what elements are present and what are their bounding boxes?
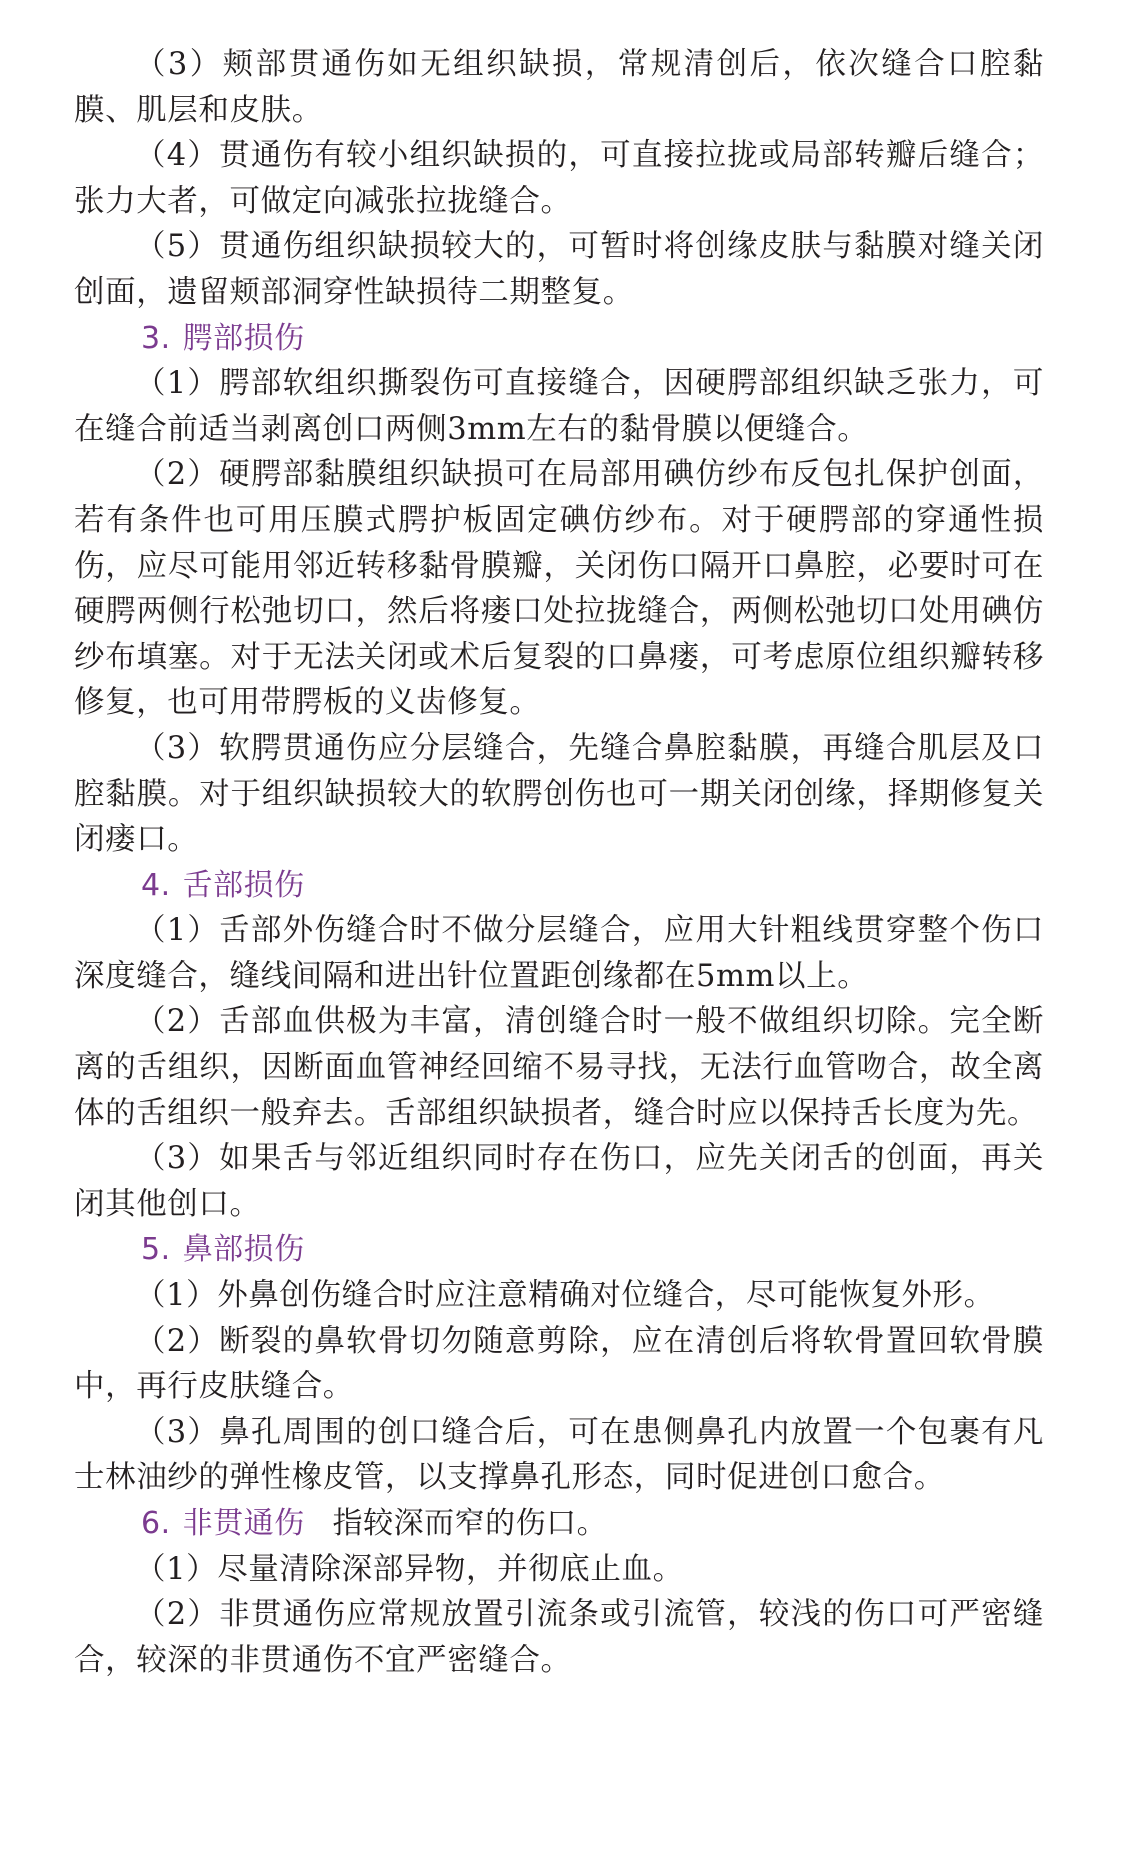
body-paragraph: （1）舌部外伤缝合时不做分层缝合，应用大针粗线贯穿整个伤口深度缝合，缝线间隔和进出针位置距创缘都在5mm以上。 xyxy=(74,913,1044,994)
body-paragraph: （1）腭部软组织撕裂伤可直接缝合，因硬腭部组织缺乏张力，可在缝合前适当剥离创口两侧3mm左右的黏骨膜以便缝合。 xyxy=(74,366,1044,447)
section-heading xyxy=(74,1501,1044,1547)
document-page xyxy=(74,42,1044,1683)
body-paragraph: （3）颊部贯通伤如无组织缺损，常规清创后，依次缝合口腔黏膜、肌层和皮肤。 xyxy=(74,47,1044,128)
section-number: 4. xyxy=(141,867,171,903)
section-title: 腭部损伤 xyxy=(182,320,305,356)
section-number: 5. xyxy=(141,1232,171,1268)
body-paragraph: （3）鼻孔周围的创口缝合后，可在患侧鼻孔内放置一个包裹有凡士林油纱的弹性橡皮管，以支撑鼻孔形态，同时促进创口愈合。 xyxy=(74,1414,1044,1496)
section-heading xyxy=(74,863,1044,909)
body-paragraph: （2）硬腭部黏膜组织缺损可在局部用碘仿纱布反包扎保护创面，若有条件也可用压膜式腭护板固定碘仿纱布。对于硬腭部的穿通性损伤，应尽可能用邻近转移黏骨膜瓣，关闭伤口隔开口鼻腔，必要时可在硬腭两侧行松弛切口，然后将瘘口处拉拢缝合，两侧松弛切口处用碘仿纱布填塞。对于无法关闭或术后复裂的口鼻瘘，可考虑原位组织瓣转移修复，也可用带腭板的义齿修复。 xyxy=(74,457,1044,721)
section-number: 3. xyxy=(141,320,171,356)
body-paragraph: （5）贯通伤组织缺损较大的，可暂时将创缘皮肤与黏膜对缝关闭创面，遗留颊部洞穿性缺损待二期整复。 xyxy=(74,229,1044,310)
section-heading xyxy=(74,1227,1044,1273)
body-paragraph: （2）舌部血供极为丰富，清创缝合时一般不做组织切除。完全断离的舌组织，因断面血管神经回缩不易寻找，无法行血管吻合，故全离体的舌组织一般弃去。舌部组织缺损者，缝合时应以保持舌长度为先。 xyxy=(74,1004,1044,1131)
section-heading xyxy=(74,316,1044,362)
section-title: 非贯通伤 xyxy=(182,1506,305,1541)
body-paragraph: （1）外鼻创伤缝合时应注意精确对位缝合，尽可能恢复外形。 xyxy=(135,1278,995,1314)
body-paragraph: （2）断裂的鼻软骨切勿随意剪除，应在清创后将软骨置回软骨膜中，再行皮肤缝合。 xyxy=(74,1323,1044,1405)
section-lead-text: 指较深而窄的伤口。 xyxy=(332,1506,608,1541)
body-paragraph: （4）贯通伤有较小组织缺损的，可直接拉拢或局部转瓣后缝合；张力大者，可做定向减张拉拢缝合。 xyxy=(74,138,1044,219)
section-title: 舌部损伤 xyxy=(182,867,305,903)
body-paragraph: （3）软腭贯通伤应分层缝合，先缝合鼻腔黏膜，再缝合肌层及口腔黏膜。对于组织缺损较大的软腭创伤也可一期关闭创缘，择期修复关闭瘘口。 xyxy=(74,730,1044,858)
body-paragraph: （1）尽量清除深部异物，并彻底止血。 xyxy=(135,1551,684,1587)
section-title: 鼻部损伤 xyxy=(182,1232,305,1268)
section-number: 6. xyxy=(141,1506,171,1541)
body-paragraph: （3）如果舌与邻近组织同时存在伤口，应先关闭舌的创面，再关闭其他创口。 xyxy=(74,1141,1044,1222)
body-paragraph: （2）非贯通伤应常规放置引流条或引流管，较浅的伤口可严密缝合，较深的非贯通伤不宜严密缝合。 xyxy=(74,1597,1044,1678)
